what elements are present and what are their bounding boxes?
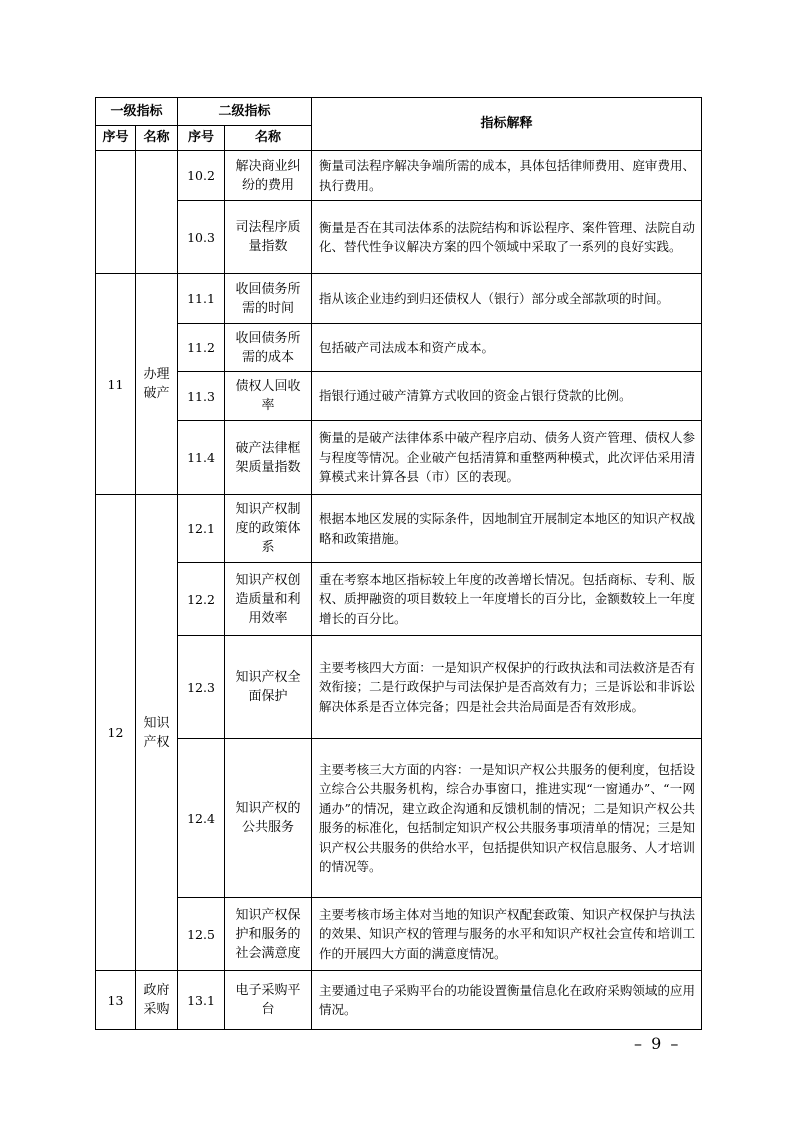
sub-name: 知识产权创造质量和利用效率	[225, 563, 312, 636]
sub-no: 12.5	[178, 898, 225, 971]
group-name: 办理破产	[136, 274, 178, 495]
table-row	[96, 372, 702, 421]
header-no-2: 序号	[178, 126, 225, 151]
sub-no: 11.1	[178, 274, 225, 324]
explanation: 衡量的是破产法律体系中破产程序启动、债务人资产管理、债权人参与程度等情况。企业破产包括清算和重整两种模式，此次评估采用清算模式来计算各县（市）区的表现。	[312, 421, 702, 495]
explanation: 衡量是否在其司法体系的法院结构和诉讼程序、案件管理、法院自动化、替代性争议解决方案的四个领域中采取了一系列的良好实践。	[312, 201, 702, 274]
sub-name: 收回债务所需的成本	[225, 324, 312, 372]
sub-name: 知识产权保护和服务的社会满意度	[225, 898, 312, 971]
group-no: 12	[96, 495, 136, 971]
header-no-1: 序号	[96, 126, 136, 151]
group-name-cell	[136, 151, 178, 274]
sub-name: 破产法律框架质量指数	[225, 421, 312, 495]
explanation: 重在考察本地区指标较上年度的改善增长情况。包括商标、专利、版权、质押融资的项目数较上一年度增长的百分比，金额数较上一年度增长的百分比。	[312, 563, 702, 636]
table-row	[96, 971, 702, 1030]
header-name-1: 名称	[136, 126, 178, 151]
sub-no: 13.1	[178, 971, 225, 1030]
group-no-cell	[96, 151, 136, 274]
sub-name: 司法程序质量指数	[225, 201, 312, 274]
table-row	[96, 739, 702, 898]
table-row	[96, 563, 702, 636]
group-name: 知识产权	[136, 495, 178, 971]
sub-name: 解决商业纠纷的费用	[225, 151, 312, 201]
explanation: 主要考核四大方面：一是知识产权保护的行政执法和司法救济是否有效衔接；二是行政保护与司法保护是否高效有力；三是诉讼和非诉讼解决体系是否立体完备；四是社会共治局面是否有效形成。	[312, 636, 702, 739]
sub-name: 电子采购平台	[225, 971, 312, 1030]
sub-no: 12.1	[178, 495, 225, 563]
explanation: 主要考核三大方面的内容：一是知识产权公共服务的便利度，包括设立综合公共服务机构，综合办事窗口，推进实现“一窗通办”、“一网通办”的情况，建立政企沟通和反馈机制的情况；二是知识产权公共服务的标准化，包括制定知识产权公共服务事项清单的情况；三是知识产权公共服务的供给水平，包括提供知识产权信息服务、人才培训的情况等。	[312, 739, 702, 898]
explanation: 指银行通过破产清算方式收回的资金占银行贷款的比例。	[312, 372, 702, 421]
sub-name: 知识产权全面保护	[225, 636, 312, 739]
table-row	[96, 421, 702, 495]
sub-no: 11.2	[178, 324, 225, 372]
sub-no: 10.3	[178, 201, 225, 274]
sub-no: 11.4	[178, 421, 225, 495]
explanation: 根据本地区发展的实际条件，因地制宜开展制定本地区的知识产权战略和政策措施。	[312, 495, 702, 563]
explanation: 包括破产司法成本和资产成本。	[312, 324, 702, 372]
header-level1: 一级指标	[96, 98, 178, 126]
table-row	[96, 898, 702, 971]
sub-no: 12.2	[178, 563, 225, 636]
sub-no: 10.2	[178, 151, 225, 201]
table-row	[96, 151, 702, 201]
table-row	[96, 324, 702, 372]
sub-name: 知识产权制度的政策体系	[225, 495, 312, 563]
header-explanation: 指标解释	[312, 98, 702, 151]
sub-name: 债权人回收率	[225, 372, 312, 421]
sub-no: 12.3	[178, 636, 225, 739]
explanation: 主要通过电子采购平台的功能设置衡量信息化在政府采购领域的应用情况。	[312, 971, 702, 1030]
group-no: 13	[96, 971, 136, 1030]
table-row	[96, 495, 702, 563]
table-row	[96, 636, 702, 739]
header-row-1	[96, 98, 702, 126]
header-level2: 二级指标	[178, 98, 312, 126]
header-name-2: 名称	[225, 126, 312, 151]
sub-no: 12.4	[178, 739, 225, 898]
group-no: 11	[96, 274, 136, 495]
explanation: 指从该企业违约到归还债权人（银行）部分或全部款项的时间。	[312, 274, 702, 324]
table-row	[96, 274, 702, 324]
sub-no: 11.3	[178, 372, 225, 421]
sub-name: 收回债务所需的时间	[225, 274, 312, 324]
explanation: 衡量司法程序解决争端所需的成本，具体包括律师费用、庭审费用、执行费用。	[312, 151, 702, 201]
table-row	[96, 201, 702, 274]
explanation: 主要考核市场主体对当地的知识产权配套政策、知识产权保护与执法的效果、知识产权的管理与服务的水平和知识产权社会宣传和培训工作的开展四大方面的满意度情况。	[312, 898, 702, 971]
indicator-table	[95, 97, 702, 1030]
group-name: 政府采购	[136, 971, 178, 1030]
sub-name: 知识产权的公共服务	[225, 739, 312, 898]
page-number: – 9 –	[634, 1034, 681, 1053]
